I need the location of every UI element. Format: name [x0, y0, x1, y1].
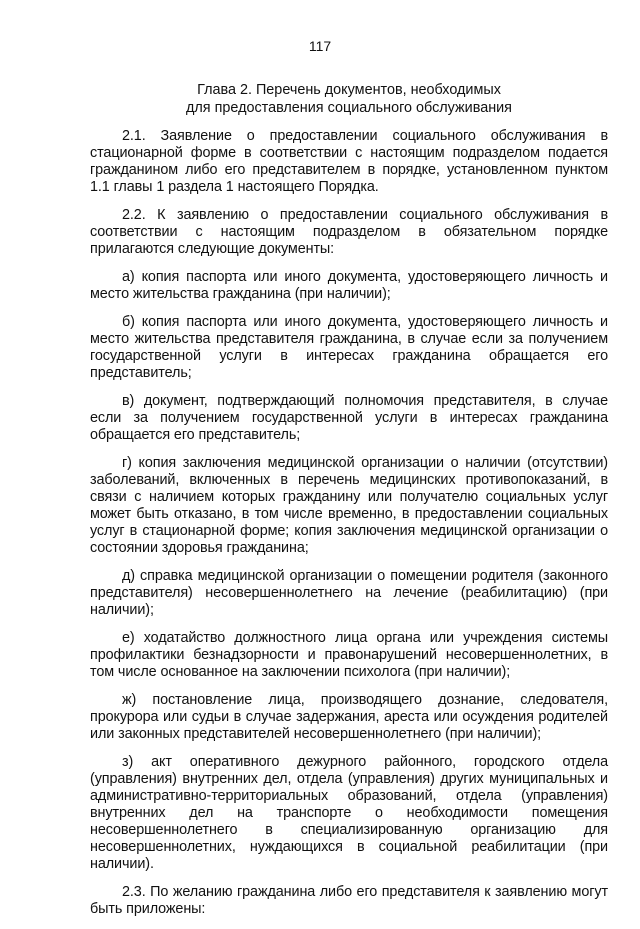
list-item-v: в) документ, подтверждающий полномочия представителя, в случае если за получением государственной услуги в интересах гражданина обращается его представитель; [90, 393, 608, 443]
paragraph-2-2: 2.2. К заявлению о предоставлении социального обслуживания в соответствии с настоящим подразделом в обязательном порядке прилагаются следующие документы: [90, 207, 608, 257]
chapter-heading-line-1: Глава 2. Перечень документов, необходимых [197, 82, 501, 98]
list-item-d: д) справка медицинской организации о помещении родителя (законного представителя) несовершеннолетнего на лечение (реабилитацию) (при наличии); [90, 568, 608, 618]
list-item-a: а) копия паспорта или иного документа, удостоверяющего личность и место жительства гражданина (при наличии); [90, 269, 608, 302]
chapter-heading-line-2: для предоставления социального обслуживания [186, 99, 512, 116]
chapter-heading [90, 82, 608, 117]
document-body [90, 128, 608, 929]
page-number: 117 [308, 38, 332, 54]
paragraph-2-1: 2.1. Заявление о предоставлении социального обслуживания в стационарной форме в соответствии с настоящим подразделом подается гражданином либо его представителем в порядке, установленном пунктом 1.1 главы 1 раздела 1 настоящего Порядка. [90, 128, 608, 195]
list-item-e: е) ходатайство должностного лица органа или учреждения системы профилактики безнадзорности и правонарушений несовершеннолетних, в том числе основанное на заключении психолога (при наличии); [90, 630, 608, 680]
paragraph-2-3: 2.3. По желанию гражданина либо его представителя к заявлению могут быть приложены: [90, 884, 608, 917]
list-item-zh: ж) постановление лица, производящего дознание, следователя, прокурора или судьи в случае задержания, ареста или осуждения родителей или законных представителей несовершеннолетнего (при наличии); [90, 692, 608, 742]
list-item-b: б) копия паспорта или иного документа, удостоверяющего личность и место жительства представителя гражданина, в случае если за получением государственной услуги в интересах гражданина обращается его представитель; [90, 314, 608, 381]
list-item-g: г) копия заключения медицинской организации о наличии (отсутствии) заболеваний, включенных в перечень медицинских противопоказаний, в связи с наличием которых гражданину или получателю социальных услуг может быть отказано, в том числе временно, в предоставлении социальных услуг в стационарной форме; копия заключения медицинской организации о состоянии здоровья гражданина; [90, 455, 608, 556]
list-item-z: з) акт оперативного дежурного районного, городского отдела (управления) внутренних дел, отдела (управления) других муниципальных и административно-территориальных образований, отдела (управления) внутренних дел на транспорте о необходимости помещения несовершеннолетнего в специализированную организацию для несовершеннолетних, нуждающихся в социальной реабилитации (при наличии). [90, 754, 608, 872]
